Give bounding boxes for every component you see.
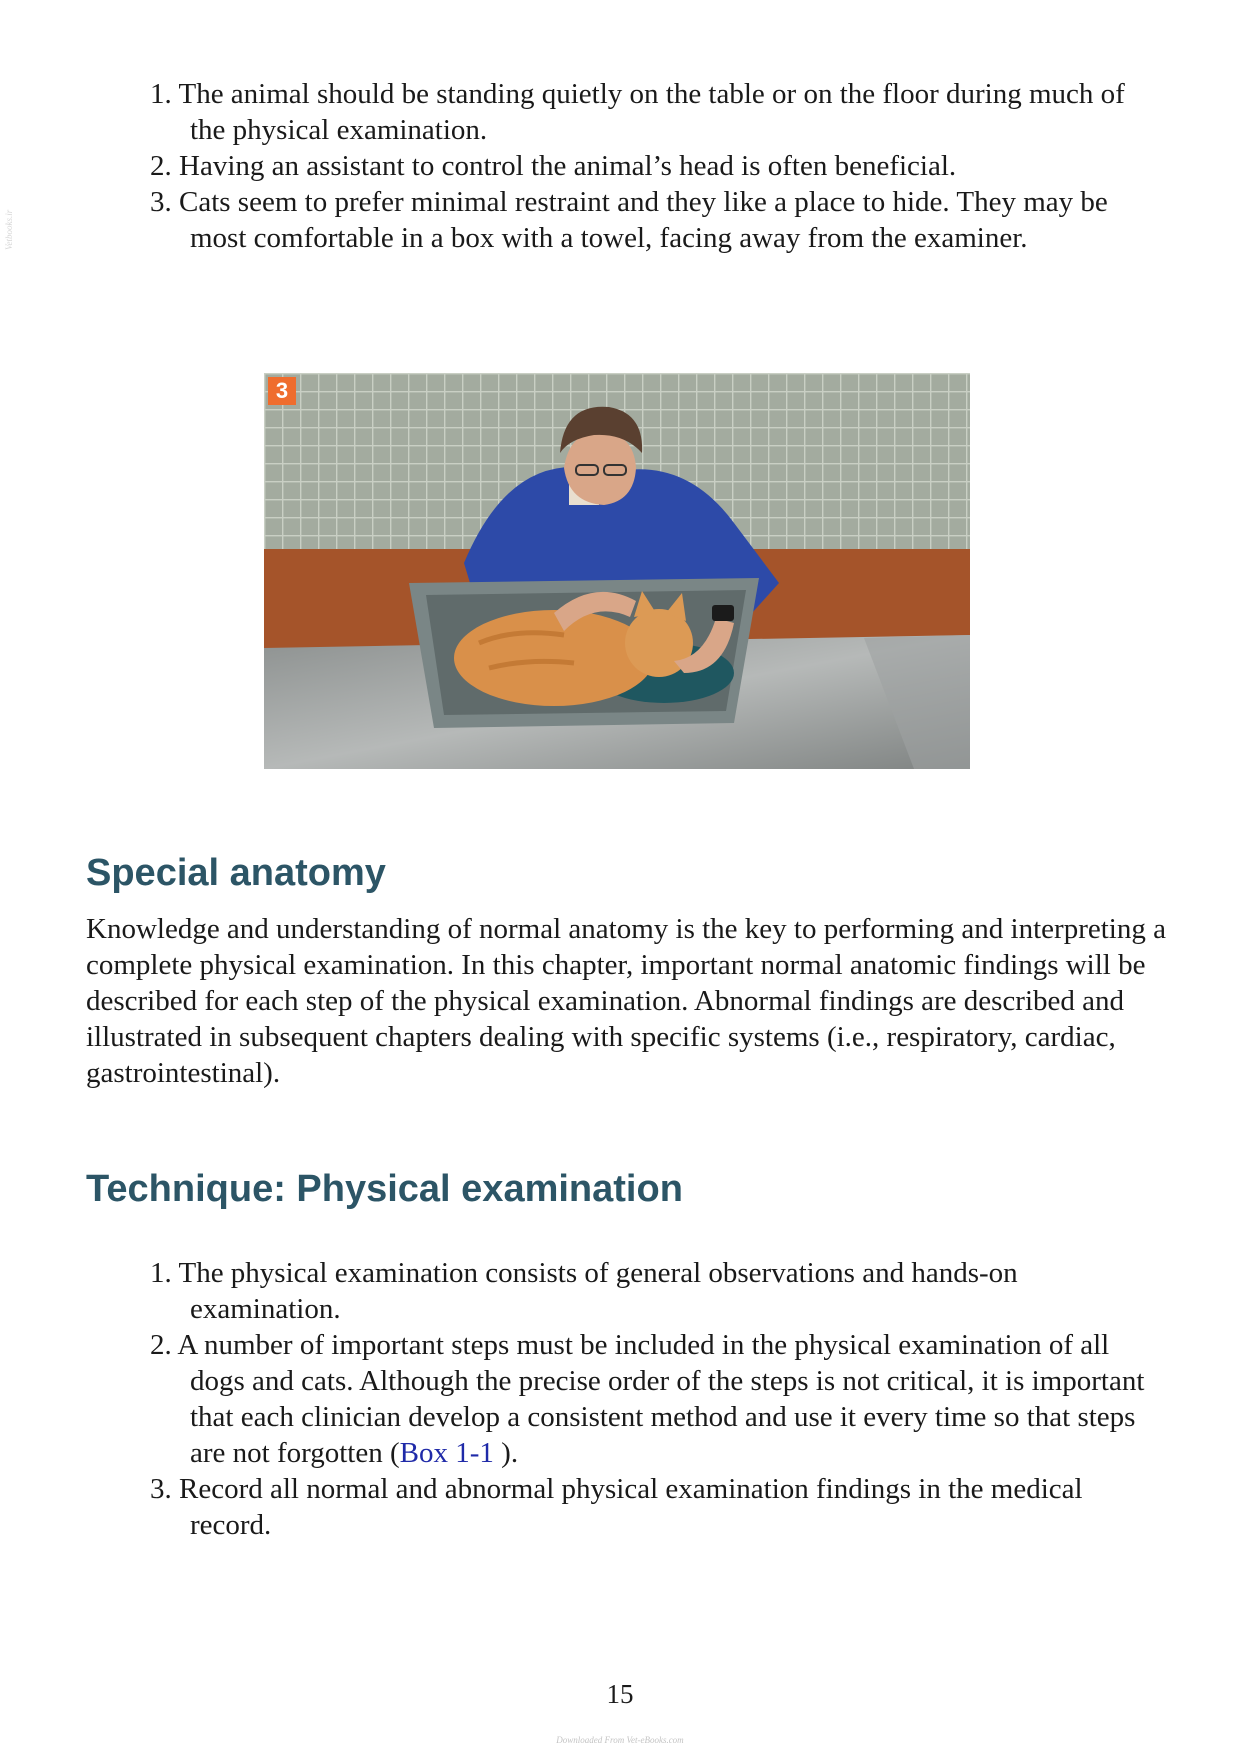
figure-illustration <box>264 373 970 769</box>
restraint-list <box>150 76 1160 256</box>
technique-list <box>150 1255 1160 1543</box>
side-watermark: Vetbooks.ir <box>4 209 14 250</box>
heading-special-anatomy: Special anatomy <box>86 852 386 894</box>
list-item: 3. Record all normal and abnormal physical examination findings in the medical record. <box>150 1473 1083 1541</box>
watch <box>712 605 734 621</box>
page-number: 15 <box>606 1679 634 1709</box>
cat-body <box>454 610 654 706</box>
figure-photo <box>264 373 970 769</box>
list-item <box>150 1327 1160 1471</box>
figure-badge: 3 <box>268 377 296 405</box>
footer-watermark: Downloaded From Vet-eBooks.com <box>556 1735 684 1745</box>
list-item: 3. Cats seem to prefer minimal restraint and they like a place to hide. They may be most comfortable in a box with a towel, facing away from the examiner. <box>150 186 1108 254</box>
box-1-1-link[interactable]: Box 1-1 <box>399 1437 494 1469</box>
heading-technique: Technique: Physical examination <box>86 1168 683 1210</box>
special-anatomy-paragraph: Knowledge and understanding of normal anatomy is the key to performing and interpreting a complete physical examination. In this chapter, important normal anatomic findings will be described for each step of the physical examination. Abnormal findings are described and illustrated in subsequent chapters dealing with specific systems (i.e., respiratory, cardiac, gastrointestinal). <box>86 913 1166 1089</box>
list-item-text: 2. A number of important steps must be included in the physical examination of all dogs and cats. Although the precise order of the steps is not critical, it is important that each clinician develop a consistent method and use it every time so that steps are not forgotten ( <box>150 1329 1145 1469</box>
list-item: 1. The physical examination consists of general observations and hands-on examination. <box>150 1257 1018 1325</box>
list-item: 2. Having an assistant to control the animal’s head is often beneficial. <box>150 150 957 182</box>
list-item-text-end: ). <box>493 1437 519 1469</box>
list-item: 1. The animal should be standing quietly on the table or on the floor during much of the physical examination. <box>150 78 1125 146</box>
